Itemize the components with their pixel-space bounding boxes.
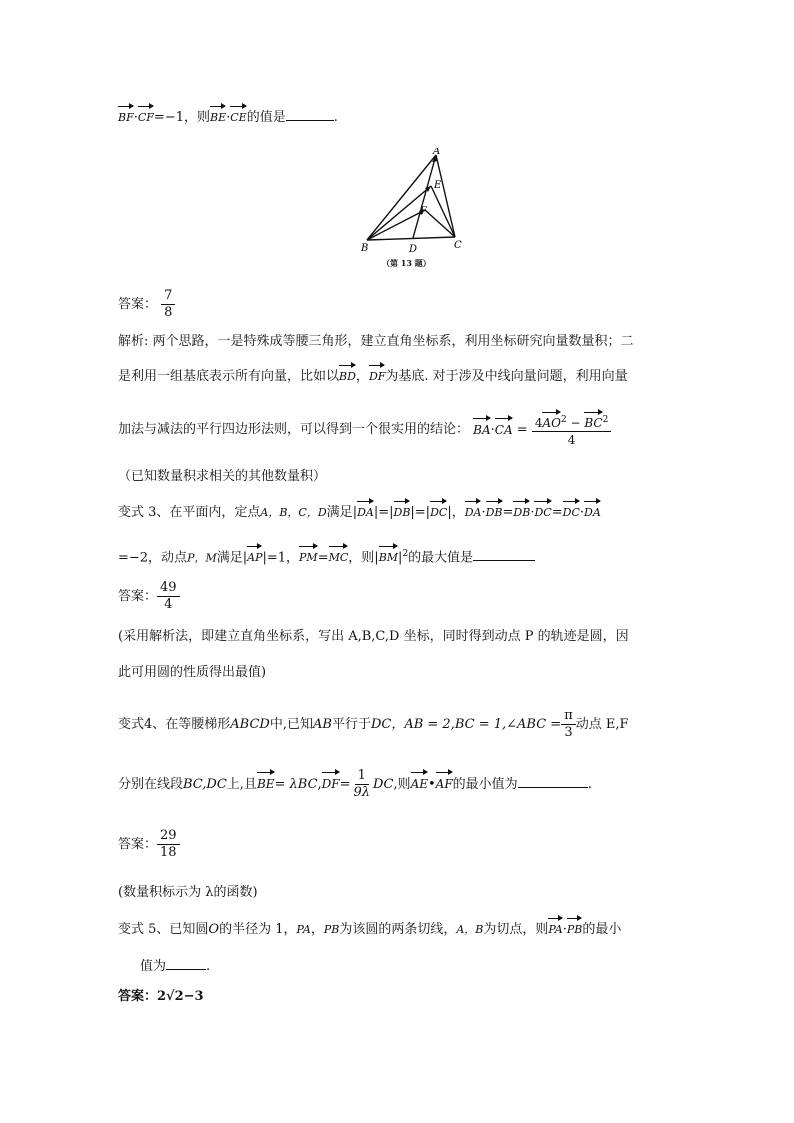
- vector-dc-text: DC: [373, 777, 394, 792]
- vector-pm: PM: [299, 549, 318, 567]
- equation-text: =−1，则: [153, 110, 210, 125]
- answer-label: 答案：: [118, 837, 158, 852]
- vector-bd: BD: [339, 368, 356, 386]
- denominator: 9λ: [353, 785, 371, 800]
- numerator: 49: [157, 580, 180, 597]
- vector-ca: CA: [494, 422, 513, 437]
- variant3-text: 变式 3、在平面内，定点: [118, 505, 261, 520]
- points-pm: P，M: [187, 551, 217, 565]
- variant5-text: 为切点，则: [483, 922, 549, 937]
- variant5-line-1: 变式 5、已知圆O的半径为 1，PA，PB为该圆的两条切线，A，B为切点，则PA·PB的最小: [118, 922, 622, 937]
- variant3-text: =−2，动点: [118, 550, 188, 566]
- answer-label: 答案：: [118, 589, 158, 604]
- denominator: 3: [564, 725, 573, 740]
- variant5-answer: 答案：2√2−3: [118, 989, 204, 1004]
- numerator: π: [561, 708, 576, 725]
- line-pb: PB: [323, 923, 340, 936]
- points-ab: A，B: [456, 923, 484, 936]
- variant4-text: 中,已知: [269, 717, 313, 732]
- question-text: 的值是: [246, 110, 286, 125]
- equation-be: = λBC: [274, 777, 318, 792]
- variant3-text: 满足: [326, 505, 353, 520]
- numerator: 29: [157, 828, 180, 845]
- denominator: 18: [160, 845, 177, 860]
- vector-ao: AO: [542, 416, 561, 430]
- variant5-text: 为该圆的两条切线，: [339, 922, 457, 937]
- vector-db: DB: [486, 504, 503, 522]
- variant3-note-2: 此可用圆的性质得出最值): [118, 665, 267, 680]
- vector-ba: BA: [473, 422, 491, 437]
- analysis-line-2: [118, 368, 628, 386]
- note-1: （已知数量积求相关的其他数量积）: [118, 469, 327, 484]
- numerator: 1: [355, 768, 369, 785]
- vector-be: BE: [256, 777, 275, 791]
- vector-db: DB: [513, 504, 530, 522]
- vector-df: DF: [321, 777, 340, 791]
- analysis-line-3: 加法与减法的平行四边形法则，可以得到一个很实用的结论： BA·CA = $\frac{4AO^2 - BC^2}{4}$: [118, 412, 611, 448]
- answer-blank: [518, 775, 588, 788]
- median-ad: [413, 155, 436, 238]
- variant4-answer: [118, 828, 180, 861]
- variant4-line-2: [118, 768, 592, 801]
- variant3-text: 的最大值是: [408, 550, 474, 566]
- period: .: [206, 959, 211, 974]
- vector-af: AF: [435, 777, 453, 791]
- label-f: F: [420, 206, 427, 217]
- segment-dc: DC: [370, 717, 392, 732]
- variant4-text: ,则: [393, 777, 411, 792]
- variant4-conditions: ，AB = 2,BC = 1,∠ABC =: [391, 717, 562, 732]
- vector-da: DA: [584, 504, 601, 522]
- vector-ae: AE: [410, 777, 428, 791]
- segments-bc-dc: BC,DC: [183, 777, 227, 792]
- formula-numerator: $4AO^2 - BC^2$: [532, 412, 612, 432]
- edge-ac: [436, 155, 455, 237]
- vector-pb: PB: [567, 921, 583, 939]
- vector-ce: CE: [230, 109, 246, 127]
- segment-ce: [431, 186, 455, 237]
- vector-dc: DC: [563, 504, 580, 522]
- variant4-note: (数量积标示为 λ的函数): [118, 885, 258, 900]
- label-b: B: [361, 243, 369, 254]
- fraction-49-4: [157, 580, 180, 613]
- equals: =: [339, 777, 351, 792]
- analysis-text: 加法与减法的平行四边形法则，可以得到一个很实用的结论：: [118, 422, 470, 437]
- dot-operator: •: [428, 777, 436, 792]
- variant3-answer: [118, 580, 180, 613]
- vector-cf: CF: [138, 109, 154, 127]
- variant4-text: 分别在线段: [118, 777, 184, 792]
- variant4-text: 变式4、在等腰梯形: [118, 717, 231, 732]
- variant4-text: 的最小值为: [452, 777, 518, 792]
- answer-1: [118, 288, 175, 321]
- vector-da: DA: [465, 504, 482, 522]
- vector-da: DA: [357, 504, 374, 522]
- denominator: 8: [164, 305, 173, 320]
- label-c: C: [454, 240, 462, 251]
- period: .: [333, 110, 338, 125]
- circle-o: O: [208, 922, 220, 937]
- variant3-text: ，则|: [348, 550, 379, 566]
- fraction-29-18: [157, 828, 180, 861]
- label-e: E: [434, 180, 442, 191]
- period: .: [587, 777, 592, 792]
- variant5-text: 值为: [140, 959, 167, 974]
- vector-mc: MC: [329, 549, 349, 567]
- vector-ap: AP: [247, 549, 262, 567]
- exponent: 2: [560, 415, 567, 425]
- label-d: D: [409, 244, 418, 255]
- problem-line: BF·CF=−1，则BE·CE的值是 .: [118, 110, 338, 125]
- exponent: 2: [602, 415, 609, 425]
- variant5-text: 的最小: [582, 922, 622, 937]
- vector-db: DB: [394, 504, 411, 522]
- variant5-text: 变式 5、已知圆: [118, 922, 209, 937]
- edge-ab: [367, 155, 436, 240]
- answer-label: 答案：: [118, 297, 158, 312]
- segment-ab: AB: [312, 717, 332, 732]
- vector-bc: BC: [584, 416, 603, 430]
- answer-blank: [166, 957, 206, 970]
- vector-bf: BF: [118, 109, 134, 127]
- triangle-figure: [355, 148, 475, 258]
- fraction-1-9lambda: [351, 768, 374, 801]
- variant3-line-1: 变式 3、在平面内，定点A，B，C，D满足|DA|=|DB|=|DC|，DA·DB=DB·DC=DC·DA: [118, 505, 601, 520]
- vector-bm: BM: [379, 549, 398, 567]
- variant3-text: 满足|: [216, 550, 248, 566]
- numerator: 7: [161, 288, 175, 305]
- edge-bc: [367, 237, 455, 240]
- analysis-text: 为基底. 对于涉及中线向量问题，利用向量: [385, 369, 628, 384]
- variant4-text: 动点 E,F: [575, 717, 629, 732]
- vector-pa: PA: [548, 921, 562, 939]
- fraction-7-8: [161, 288, 175, 321]
- separator: ,: [317, 777, 322, 792]
- figure-caption: （第 13 题）: [382, 258, 431, 268]
- variant4-text: 平行于: [331, 717, 371, 732]
- variant4-line-1: [118, 708, 629, 741]
- variant3-note-1: (采用解析法，即建立直角坐标系，写出 A,B,C,D 坐标，同时得到动点 P 的轨迹是圆，因: [118, 629, 629, 644]
- separator: ，: [310, 922, 324, 937]
- coefficient: 4: [534, 416, 543, 430]
- vector-be: BE: [210, 109, 226, 127]
- label-a: A: [433, 148, 441, 157]
- answer-blank: [286, 108, 334, 121]
- analysis-line-1: 解析: 两个思路，一是特殊成等腰三角形，建立直角坐标系，利用坐标研究向量数量积；二: [118, 334, 634, 349]
- variant5-text: 的半径为 1，: [219, 922, 297, 937]
- vector-dc: DC: [430, 504, 447, 522]
- denominator: 4: [164, 597, 173, 612]
- variant4-text: 上,且: [226, 777, 257, 792]
- answer-blank: [473, 548, 535, 561]
- formula-fraction: [532, 412, 612, 448]
- vector-df: DF: [369, 368, 385, 386]
- variant3-line-2: =−2，动点P，M满足|AP|=1，PM=MC，则$|BM|^2$的最大值是: [118, 545, 535, 567]
- trapezoid-abcd: ABCD: [230, 717, 270, 732]
- separator: ，: [355, 369, 369, 384]
- segment-cf: [425, 210, 455, 237]
- analysis-text: 是利用一组基底表示所有向量，比如以: [118, 369, 340, 384]
- vector-dc: DC: [534, 504, 551, 522]
- fraction-pi-3: [561, 708, 576, 741]
- line-pa: PA: [296, 923, 311, 936]
- variant5-line-2: [140, 957, 210, 976]
- exponent: 2: [402, 549, 409, 559]
- formula-denominator: 4: [567, 433, 576, 447]
- variant3-text: |=1，: [262, 550, 300, 566]
- points-abcd: A，B，C，D: [260, 506, 327, 519]
